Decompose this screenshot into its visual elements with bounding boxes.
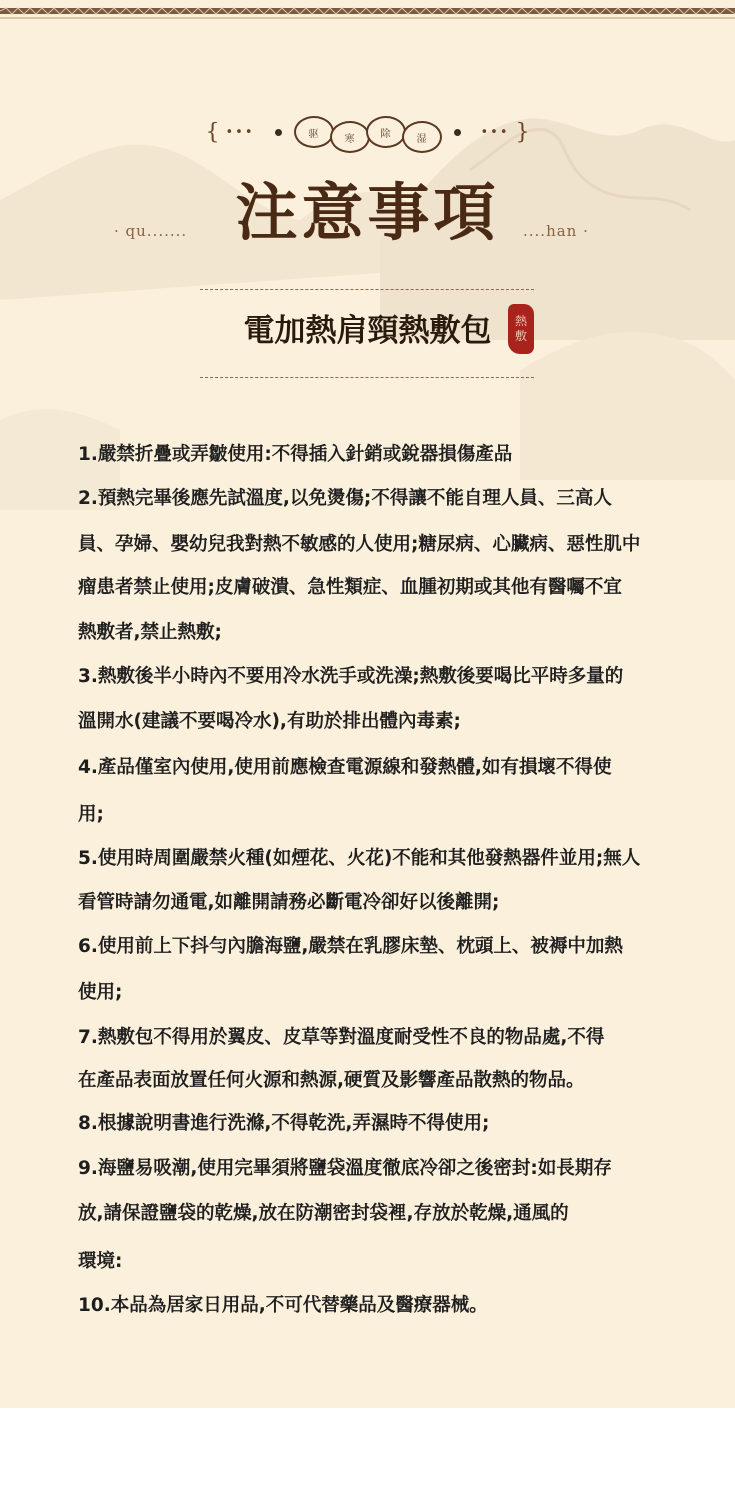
ellipsis-left: •••	[225, 124, 255, 140]
cloud-badge-4: 湿	[402, 121, 442, 153]
seal-char-1: 熱	[514, 314, 527, 328]
instruction-line-3: 員、孕婦、嬰幼兒我對熱不敏感的人使用;糖尿病、心臟病、惡性肌中	[78, 534, 641, 555]
instruction-line-17: 9.海鹽易吸潮,使用完畢須將鹽袋溫度徹底冷卻之後密封:如長期存	[78, 1158, 612, 1179]
ellipsis-right: •••	[480, 124, 510, 140]
divider-top	[200, 289, 534, 290]
instruction-line-16: 8.根據說明書進行洗滌,不得乾洗,弄濕時不得使用;	[78, 1113, 490, 1134]
instruction-line-14: 7.熱敷包不得用於翼皮、皮草等對溫度耐受性不良的物品處,不得	[78, 1027, 605, 1048]
instruction-line-5: 熱敷者,禁止熱敷;	[78, 622, 222, 643]
instruction-line-13: 使用;	[78, 982, 123, 1003]
instruction-line-1: 1.嚴禁折疊或弄皺使用:不得插入針銷或銳器損傷產品	[78, 444, 513, 465]
cloud-badge-2: 寒	[330, 121, 370, 153]
instruction-line-7: 溫開水(建議不要喝冷水),有助於排出體內毒素;	[78, 711, 461, 732]
instruction-line-2: 2.預熱完畢後應先試溫度,以免燙傷;不得讓不能自理人員、三高人	[78, 488, 612, 509]
dot-left-icon	[275, 129, 282, 136]
dot-right-icon	[454, 129, 461, 136]
pinyin-left: · qu.......	[114, 222, 188, 240]
cloud-badge-1: 驱	[294, 116, 334, 148]
decorative-top-border	[0, 0, 735, 26]
tagline-ornament	[0, 112, 735, 152]
instruction-line-12: 6.使用前上下抖勻內膽海鹽,嚴禁在乳膠床墊、枕頭上、被褥中加熱	[78, 936, 623, 957]
instruction-line-4: 瘤患者禁止使用;皮膚破潰、急性類症、血腫初期或其他有醫囑不宜	[78, 577, 622, 598]
brace-right: }	[515, 119, 530, 145]
instruction-line-10: 5.使用時周圍嚴禁火種(如煙花、火花)不能和其他發熱器件並用;無人	[78, 848, 641, 869]
instruction-line-9: 用;	[78, 804, 104, 825]
instruction-line-20: 10.本品為居家日用品,不可代替藥品及醫療器械。	[78, 1295, 488, 1316]
cloud-badges	[296, 111, 440, 153]
pinyin-right: ....han ·	[523, 222, 589, 240]
instruction-line-8: 4.產品僅室內使用,使用前應檢查電源線和發熱體,如有損壞不得使	[78, 757, 612, 778]
instruction-line-11: 看管時請勿通電,如離開請務必斷電冷卻好以後離開;	[78, 892, 500, 913]
page-title: 注意事項	[235, 176, 500, 249]
red-seal-stamp	[508, 304, 534, 354]
product-subtitle: 電加熱肩頸熱敷包	[243, 313, 492, 349]
cloud-badge-3: 除	[366, 116, 406, 148]
instruction-line-15: 在產品表面放置任何火源和熱源,硬質及影響產品散熱的物品。	[78, 1070, 585, 1091]
instruction-line-6: 3.熱敷後半小時內不要用冷水洗手或洗澡;熱敷後要喝比平時多量的	[78, 666, 624, 687]
brace-left: {	[205, 119, 220, 145]
instruction-line-18: 放,請保證鹽袋的乾燥,放在防潮密封袋裡,存放於乾燥,通風的	[78, 1203, 569, 1224]
seal-char-2: 敷	[514, 329, 527, 343]
instruction-line-19: 環境:	[78, 1251, 123, 1272]
divider-bottom	[200, 377, 534, 378]
